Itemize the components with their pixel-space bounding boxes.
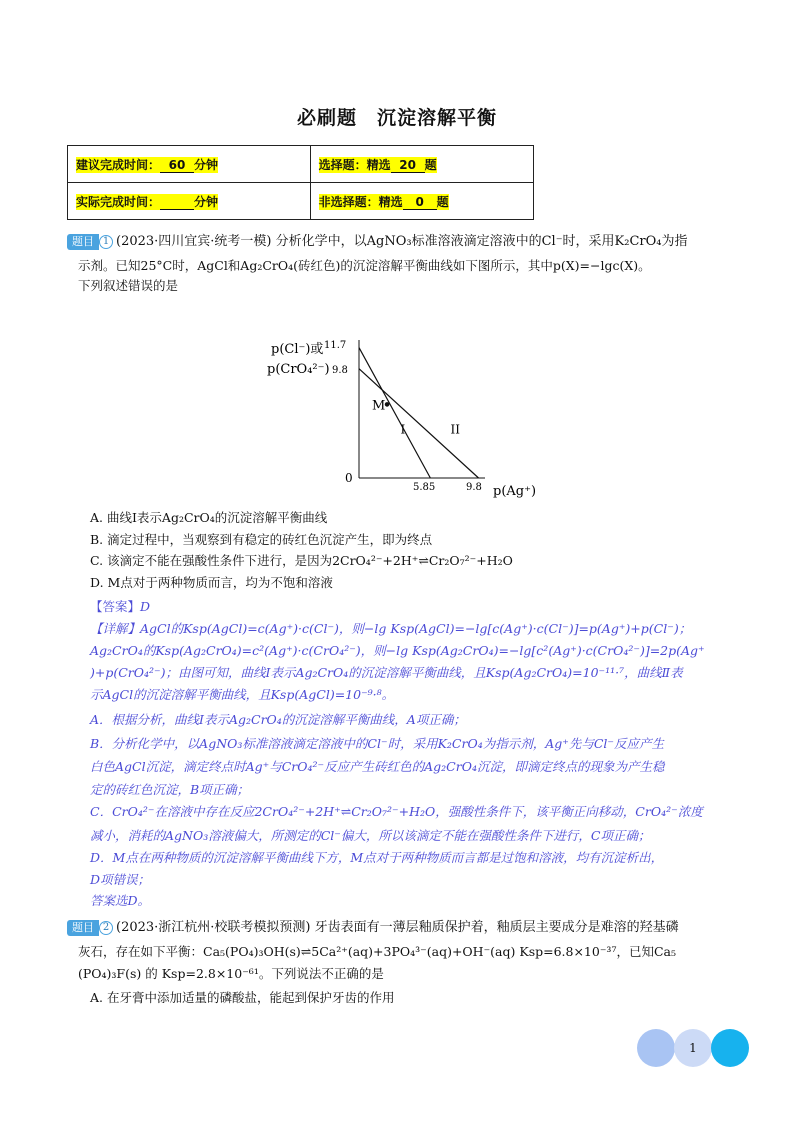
- question-stem: 牙齿表面有一薄层釉质保护着，釉质层主要成分是难溶的羟基磷: [314, 920, 679, 935]
- detail-line: D项错误；: [90, 872, 151, 887]
- page-title: 必刷题 沉淀溶解平衡: [296, 107, 497, 129]
- y-tick-label: 9.8: [332, 365, 348, 376]
- y-tick-label: 11.7: [324, 340, 347, 351]
- answer-value: D: [140, 599, 151, 614]
- detail-line: C．CrO₄²⁻在溶液中存在反应2CrO₄²⁻+2H⁺⇌Cr₂O₇²⁻+H₂O，强酸性条件下，该平衡正向移动，CrO₄²⁻浓度: [90, 804, 703, 819]
- question-stem: 灰石，存在如下平衡：Ca₅(PO₄)₃OH(s)⇌5Ca²⁺(aq)+3PO₄³⁻(aq)+OH⁻(aq) Ksp=6.8×10⁻³⁷，已知Ca₅: [78, 944, 676, 959]
- detail-line: Ag₂CrO₄的Ksp(Ag₂CrO₄)=c²(Ag⁺)·c(CrO₄²⁻)，则−lg Ksp(Ag₂CrO₄)=−lg[c²(Ag⁺)·c(CrO₄²⁻)]=2p(Ag⁺: [90, 643, 705, 658]
- option-a[interactable]: A. 曲线I表示Ag₂CrO₄的沉淀溶解平衡曲线: [90, 510, 328, 525]
- question-source: (2023·四川宜宾·统考一模): [116, 234, 272, 249]
- question-tag: 题目: [67, 234, 99, 250]
- nonchoice-cell: [310, 183, 533, 220]
- chart-ylabel-2: p(CrO₄²⁻): [267, 362, 330, 377]
- ti-unit: 题: [424, 157, 437, 172]
- chart-ylabel-1: p(Cl⁻)或: [271, 342, 324, 357]
- question-source: (2023·浙江杭州·校联考模拟预测): [116, 920, 311, 935]
- nonchoice-label: 非选择题：精选: [318, 194, 403, 209]
- curve-I: [359, 348, 430, 478]
- ti-unit: 题: [436, 194, 449, 209]
- curve-II-label: II: [450, 422, 460, 437]
- choice-label: 选择题：精选: [318, 157, 391, 172]
- page-circle-mid: [674, 1029, 712, 1067]
- detail-line: 定的砖红色沉淀，B项正确；: [90, 782, 250, 797]
- answer-line: [90, 597, 150, 617]
- minutes-unit: 分钟: [194, 194, 219, 209]
- option-c[interactable]: C. 该滴定不能在强酸性条件下进行，是因为2CrO₄²⁻+2H⁺⇌Cr₂O₇²⁻+H₂O: [90, 553, 513, 568]
- answer-label: 【答案】: [90, 599, 141, 614]
- solubility-chart: [255, 330, 555, 505]
- detail-line: B．分析化学中，以AgNO₃标准溶液滴定溶液中的Cl⁻时，采用K₂CrO₄为指示剂，Ag⁺先与Cl⁻反应产生: [90, 736, 665, 751]
- question-stem: 下列叙述错误的是: [78, 278, 179, 293]
- point-M-label: M: [372, 398, 386, 414]
- x-tick-label: 5.85: [413, 482, 436, 493]
- detail-line: 示AgCl的沉淀溶解平衡曲线，且Ksp(AgCl)=10⁻⁹·⁸。: [90, 687, 395, 702]
- question-number: 1: [99, 235, 113, 249]
- actual-time-blank[interactable]: [160, 195, 194, 210]
- x-tick-label: 9.8: [466, 482, 482, 493]
- curve-I-label: I: [400, 422, 406, 437]
- point-M: [385, 402, 390, 407]
- question-stem: 分析化学中，以AgNO₃标准溶液滴定溶液中的Cl⁻时，采用K₂CrO₄为指: [275, 234, 688, 249]
- suggest-time-value: 60: [160, 158, 194, 173]
- choice-cell: [310, 146, 533, 183]
- actual-time-label: 实际完成时间：: [76, 194, 161, 209]
- actual-time-cell: [68, 183, 311, 220]
- detail-line: D．M点在两种物质的沉淀溶解平衡曲线下方，M点对于两种物质而言都是过饱和溶液，均有沉淀析出，: [90, 850, 664, 865]
- suggest-time-cell: [68, 146, 311, 183]
- choice-value: 20: [391, 158, 425, 173]
- curve-II: [359, 369, 479, 478]
- suggest-time-label: 建议完成时间：: [76, 157, 161, 172]
- plan-table: [67, 145, 534, 220]
- question-1-header: [67, 232, 688, 252]
- nonchoice-value: 0: [403, 195, 437, 210]
- detail-line: A．根据分析，曲线Ⅰ表示Ag₂CrO₄的沉淀溶解平衡曲线，A项正确；: [90, 712, 466, 727]
- option-d[interactable]: D. M点对于两种物质而言，均为不饱和溶液: [90, 575, 333, 590]
- option-b[interactable]: B. 滴定过程中，当观察到有稳定的砖红色沉淀产生，即为终点: [90, 532, 433, 547]
- page-number: 1: [689, 1041, 697, 1055]
- question-stem: 示剂。已知25°C时，AgCl和Ag₂CrO₄(砖红色)的沉淀溶解平衡曲线如下图所示，其中p(X)=−lgc(X)。: [78, 258, 651, 273]
- chart-xlabel: p(Ag⁺): [493, 484, 537, 499]
- detail-line: 答案选D。: [90, 893, 151, 908]
- detail-line: 白色AgCl沉淀，滴定终点时Ag⁺与CrO₄²⁻反应产生砖红色的Ag₂CrO₄沉淀，即滴定终点的现象为产生稳: [90, 759, 665, 774]
- question-2-header: [67, 918, 679, 938]
- page-circle-left: [637, 1029, 675, 1067]
- question-tag: 题目: [67, 920, 99, 936]
- page-circle-right: [711, 1029, 749, 1067]
- question-number: 2: [99, 921, 113, 935]
- option-a[interactable]: A. 在牙膏中添加适量的磷酸盐，能起到保护牙齿的作用: [90, 990, 395, 1005]
- origin-label: 0: [345, 471, 353, 485]
- question-stem: (PO₄)₃F(s) 的 Ksp=2.8×10⁻⁶¹。下列说法不正确的是: [78, 966, 384, 981]
- detail-line: )+p(CrO₄²⁻)；由图可知，曲线Ⅰ表示Ag₂CrO₄的沉淀溶解平衡曲线，且Ksp(Ag₂CrO₄)=10⁻¹¹·⁷，曲线Ⅱ表: [90, 665, 683, 680]
- detail-line: 【详解】AgCl的Ksp(AgCl)=c(Ag⁺)·c(Cl⁻)，则−lg Ksp(AgCl)=−lg[c(Ag⁺)·c(Cl⁻)]=p(Ag⁺)+p(Cl⁻)；: [90, 621, 692, 636]
- minutes-unit: 分钟: [194, 157, 219, 172]
- detail-line: 减小，消耗的AgNO₃溶液偏大，所测定的Cl⁻偏大，所以该滴定不能在强酸性条件下进行，C项正确；: [90, 828, 651, 843]
